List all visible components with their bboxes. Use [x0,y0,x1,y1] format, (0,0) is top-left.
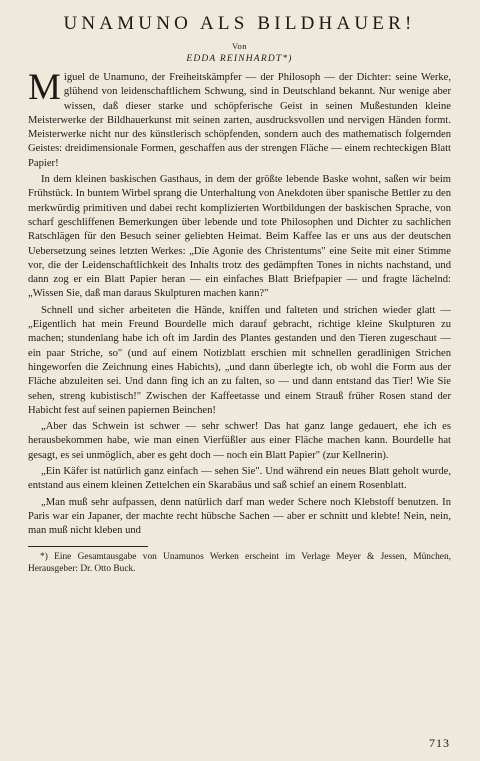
paragraph-2: In dem kleinen baskischen Gasthaus, in dem der größte lebende Baske wohnt, saßen wir beim Frühstück. In buntem Wirbel sprang die Unterhaltung von Anekdoten über spanische Bettler zu den merkwürdig primitiven und dabei recht komplizierten Wortbildungen der baskischen Sprache, von scharf geschliffenen Bemerkungen über lebende und tote Philosophen und Dichter zu sachlichen Ratschlägen für den Besuch seiner geliebten Heimat. Beim Kaffee las er uns aus der deutschen Uebersetzung seines letzten Werkes: „Die Agonie des Christentums" eine Seite mit einer Stimme vor, die der Leidenschaftlichkeit des Inhalts trotz des gedämpften Tones in nichts nachstand, und dann zog er ein Blatt Papier heran — ein einfaches Blatt Briefpapier — und fragte lächelnd: „Wissen Sie, daß man daraus Skulpturen machen kann?" [28,174,451,300]
footnote: *) Eine Gesamtausgabe von Unamunos Werken erscheint im Verlage Meyer & Jessen, München, Herausgeber: Dr. Otto Buck. [28,551,451,574]
byline-author: EDDA REINHARDT*) [186,54,293,64]
page-number: 713 [429,736,450,750]
paragraph-1-text: iguel de Unamuno, der Freiheitskämpfer — der Philosoph — der Dichter: seine Werke, glühend von leidenschaftlichem Schwung, sind in Deutschland bekannt. Nur wenige aber wissen, daß dieser starke und schöpferische Geist in seinen Mußestunden kleine Meisterwerke der Bildhauerkunst mit seinen zarten, ausdrucksvollen und nervigen Händen formt. Meisterwerke nicht nur des künstlerisch schöpfenden, sondern auch des mathematisch folgernden Geistes: dreidimensionale Formen, geschaffen aus der strengen Fläche — einem rechteckigen Blatt Papier! [28,72,451,169]
drop-cap: M [28,67,61,108]
article-title: UNAMUNO ALS BILDHAUER! [63,13,416,34]
paragraph-6: „Man muß sehr aufpassen, denn natürlich darf man weder Schere noch Klebstoff benutzen. In Paris war ein Japaner, der machte recht hübsche Sachen — aber er schnitt und klebte! Nein, nein, man muß nicht kleben und [28,496,451,537]
paragraph-4: „Aber das Schwein ist schwer — sehr schwer! Das hat ganz lange gedauert, ehe ich es herausbekommen habe, wie man einen Vierfüßler aus einer Fläche machen kann. Bourdelle hat gesagt, es sei unmöglich, aber es geht doch — noch ein Blatt Papier" (zur Kellnerin). [28,421,451,461]
paragraph-3: Schnell und sicher arbeiteten die Hände, kniffen und falteten und strichen wieder glatt — „Eigentlich hat mein Freund Bourdelle mich darauf gebracht, richtige kleine Skulpturen zu machen; stundenlang habe ich oft im Jardin des Plantes gestanden und den Tieren zugeschaut — ein paar Striche, so" (und auf einem Notizblatt erschien mit schnellen geradlinigen Strichen hingeworfen die Zeichnung eines Habichts), „und dann überlegte ich, ob wohl die Form aus der Fläche abzuleiten sei. Und dann fing ich an zu falten, so — und dann entstand das Tier! Wie Sie sehen, streng kubistisch!" Zwischen der Kaffeetasse und einem Strauß früher Rosen stand der Habicht fest auf seinen papiernen Beinchen! [28,304,451,416]
byline-von: Von [231,41,248,51]
footnote-divider [28,546,148,547]
paragraph-5: „Ein Käfer ist natürlich ganz einfach — sehen Sie". Und während ein neues Blatt geholt wurde, entstand aus einem kleinen Zettelchen ein Skarabäus und saß schief an einem Rosenblatt. [28,466,451,492]
article-body [28,67,451,539]
paragraph-1 [28,67,451,171]
